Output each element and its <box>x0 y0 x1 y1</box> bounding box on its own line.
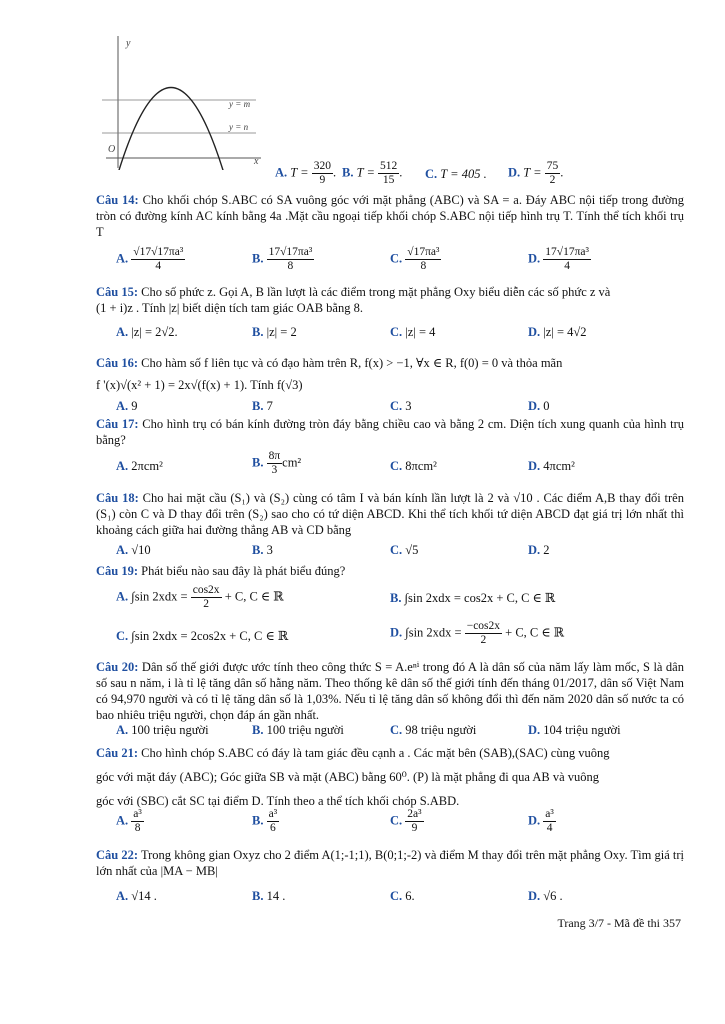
page-footer: Trang 3/7 - Mã đề thi 357 <box>557 916 681 930</box>
q19-option-d[interactable]: D. ∫sin 2xdx = $\frac{-\cos 2x}{2}$ + C, C ∈ ℝ <box>390 620 565 646</box>
q18-option-b[interactable]: B. 3 <box>252 543 273 557</box>
q13-option-a[interactable]: A. T = $\frac{320}{9}$ . <box>275 160 337 186</box>
parabola-graph <box>96 30 266 170</box>
q18-stem: Câu 18: Cho hai mặt cầu (S₁) và (S₂) cùng có tâm I và bán kính lần lượt là 2 và √10 . Các điểm A,B thay đổi trên (S₁) còn C và D thay đổi trên (S₂) sao cho có tứ diện ABCD. Khi thể tích khối tứ diện ABCD đạt giá trị lớn nhất thì khoảng cách giữa hai đường thẳng AB và CD bằng <box>96 491 684 537</box>
q15-option-b[interactable]: B. |z| = 2 <box>252 325 297 339</box>
q22-stem: Câu 22: Trong không gian Oxyz cho 2 điểm A(1;-1;1), B(0;1;-2) và điểm M thay đổi trên mặt phẳng Oxy. Tìm giá trị lớn nhất của |MA − MB| <box>96 848 684 878</box>
q20-option-a[interactable]: A. 100 triệu người <box>116 723 209 737</box>
q18-option-a[interactable]: A. √10 <box>116 543 151 557</box>
q20-option-c[interactable]: C. 98 triệu người <box>390 723 477 737</box>
q22-option-d[interactable]: D. √6 . <box>528 889 563 903</box>
x-axis-label: x <box>254 156 259 167</box>
origin-label: O <box>108 144 116 155</box>
q15-option-d[interactable]: D. |z| = 4√2 <box>528 325 587 339</box>
q22-option-c[interactable]: C. 6. <box>390 889 415 903</box>
q19-stem: Câu 19: Phát biểu nào sau đây là phát biểu đúng? <box>96 564 346 578</box>
q13-option-c[interactable]: C. T = 405 . <box>425 167 487 181</box>
q17-option-b[interactable]: B. $\frac{8\pi}{3}$ cm² <box>252 450 302 476</box>
q21-option-a[interactable]: A. $\frac{\text{a³}}{8}$ <box>116 808 142 834</box>
q16-stem: Câu 16: Cho hàm số f liên tục và có đạo hàm trên R, f(x) > −1, ∀x ∈ R, f(0) = 0 và thỏa mãn f '(x)√(x² + 1) = 2x√(f(x) + 1). Tính f(√3) <box>96 356 563 392</box>
q16-option-b[interactable]: B. 7 <box>252 399 273 413</box>
q16-option-c[interactable]: C. 3 <box>390 399 412 413</box>
q22-option-b[interactable]: B. 14 . <box>252 889 286 903</box>
q20-stem: Câu 20: Dân số thế giới được ước tính theo công thức S = A.eⁿⁱ trong đó A là dân số của năm lấy làm mốc, S là dân số sau n năm, i là tỉ lệ tăng dân số hằng năm. Theo thống kê dân số thế giới tính đến tháng 01/2017, dân số Việt Nam có 94,970 người và có tỉ lệ tăng dân số là 1,03%. Nếu tỉ lệ tăng dân số không đổi thì đến năm 2020 dân số nước ta có bao nhiêu triệu người, chọn đáp án gần nhất. <box>96 660 684 722</box>
q19-option-a[interactable]: A. ∫sin 2xdx = $\frac{\cos 2x}{2}$ + C, C ∈ ℝ <box>116 584 284 610</box>
y-axis-label: y <box>126 38 131 49</box>
q15-option-a[interactable]: A. |z| = 2√2. <box>116 325 178 339</box>
q17-option-d[interactable]: D. 4πcm² <box>528 459 575 473</box>
q17-option-c[interactable]: C. 8πcm² <box>390 459 437 473</box>
q16-option-d[interactable]: D. 0 <box>528 399 550 413</box>
q15-stem: Câu 15: Cho số phức z. Gọi A, B lần lượt là các điểm trong mặt phẳng Oxy biểu diễn các số phức z và (1 + i)z . Tính |z| biết diện tích tam giác OAB bằng 8. <box>96 285 611 315</box>
q17-stem: Câu 17: Cho hình trụ có bán kính đường tròn đáy bằng chiều cao và bằng 2 cm. Diện tích xung quanh của hình trụ bằng? <box>96 417 684 447</box>
q17-option-a[interactable]: A. 2πcm² <box>116 459 163 473</box>
q19-option-b[interactable]: B. ∫sin 2xdx = cos2x + C, C ∈ ℝ <box>390 591 556 605</box>
q18-option-d[interactable]: D. 2 <box>528 543 550 557</box>
q16-option-a[interactable]: A. 9 <box>116 399 138 413</box>
q15-option-c[interactable]: C. |z| = 4 <box>390 325 436 339</box>
q14-option-b[interactable]: B. $\frac{\text{17√17πa³}}{8}$ <box>252 246 313 272</box>
q21-option-c[interactable]: C. $\frac{\text{2a³}}{9}$ <box>390 808 422 834</box>
q20-option-d[interactable]: D. 104 triệu người <box>528 723 621 737</box>
line-n-label: y = n <box>229 122 249 132</box>
q21-option-b[interactable]: B. $\frac{\text{a³}}{6}$ <box>252 808 278 834</box>
q19-option-c[interactable]: C. ∫sin 2xdx = 2cos2x + C, C ∈ ℝ <box>116 629 289 643</box>
q21-stem: Câu 21: Cho hình chóp S.ABC có đáy là tam giác đều cạnh a . Các mặt bên (SAB),(SAC) cùng vuông góc với mặt đáy (ABC); Góc giữa SB và mặt (ABC) bằng 60⁰. (P) là mặt phẳng đi qua AB và vuông góc với (SBC) cắt SC tại điểm D. Tính theo a thể tích khối chóp S.ABD. <box>96 746 610 808</box>
q14-stem: Câu 14: Cho khối chóp S.ABC có SA vuông góc với mặt phẳng (ABC) và SA = a. Đáy ABC nội tiếp trong đường tròn có đường kính AC kính bằng 4a .Mặt cầu ngoại tiếp khối chóp S.ABC nội tiếp hình trụ T. Tính thể tích khối trụ T <box>96 193 684 239</box>
q21-option-d[interactable]: D. $\frac{\text{a³}}{4}$ <box>528 808 554 834</box>
q14-option-d[interactable]: D. $\frac{\text{17√17πa³}}{4}$ <box>528 246 589 272</box>
q13-option-d[interactable]: D. T = $\frac{75}{2}$ . <box>508 160 564 186</box>
q18-option-c[interactable]: C. √5 <box>390 543 419 557</box>
q14-option-c[interactable]: C. $\frac{\text{√17πa³}}{8}$ <box>390 246 440 272</box>
q20-option-b[interactable]: B. 100 triệu người <box>252 723 344 737</box>
q14-option-a[interactable]: A. $\frac{\text{√17√17πa³}}{4}$ <box>116 246 184 272</box>
q22-option-a[interactable]: A. √14 . <box>116 889 157 903</box>
q13-option-b[interactable]: B. T = $\frac{512}{15}$ . <box>342 160 403 186</box>
line-m-label: y = m <box>229 99 251 109</box>
